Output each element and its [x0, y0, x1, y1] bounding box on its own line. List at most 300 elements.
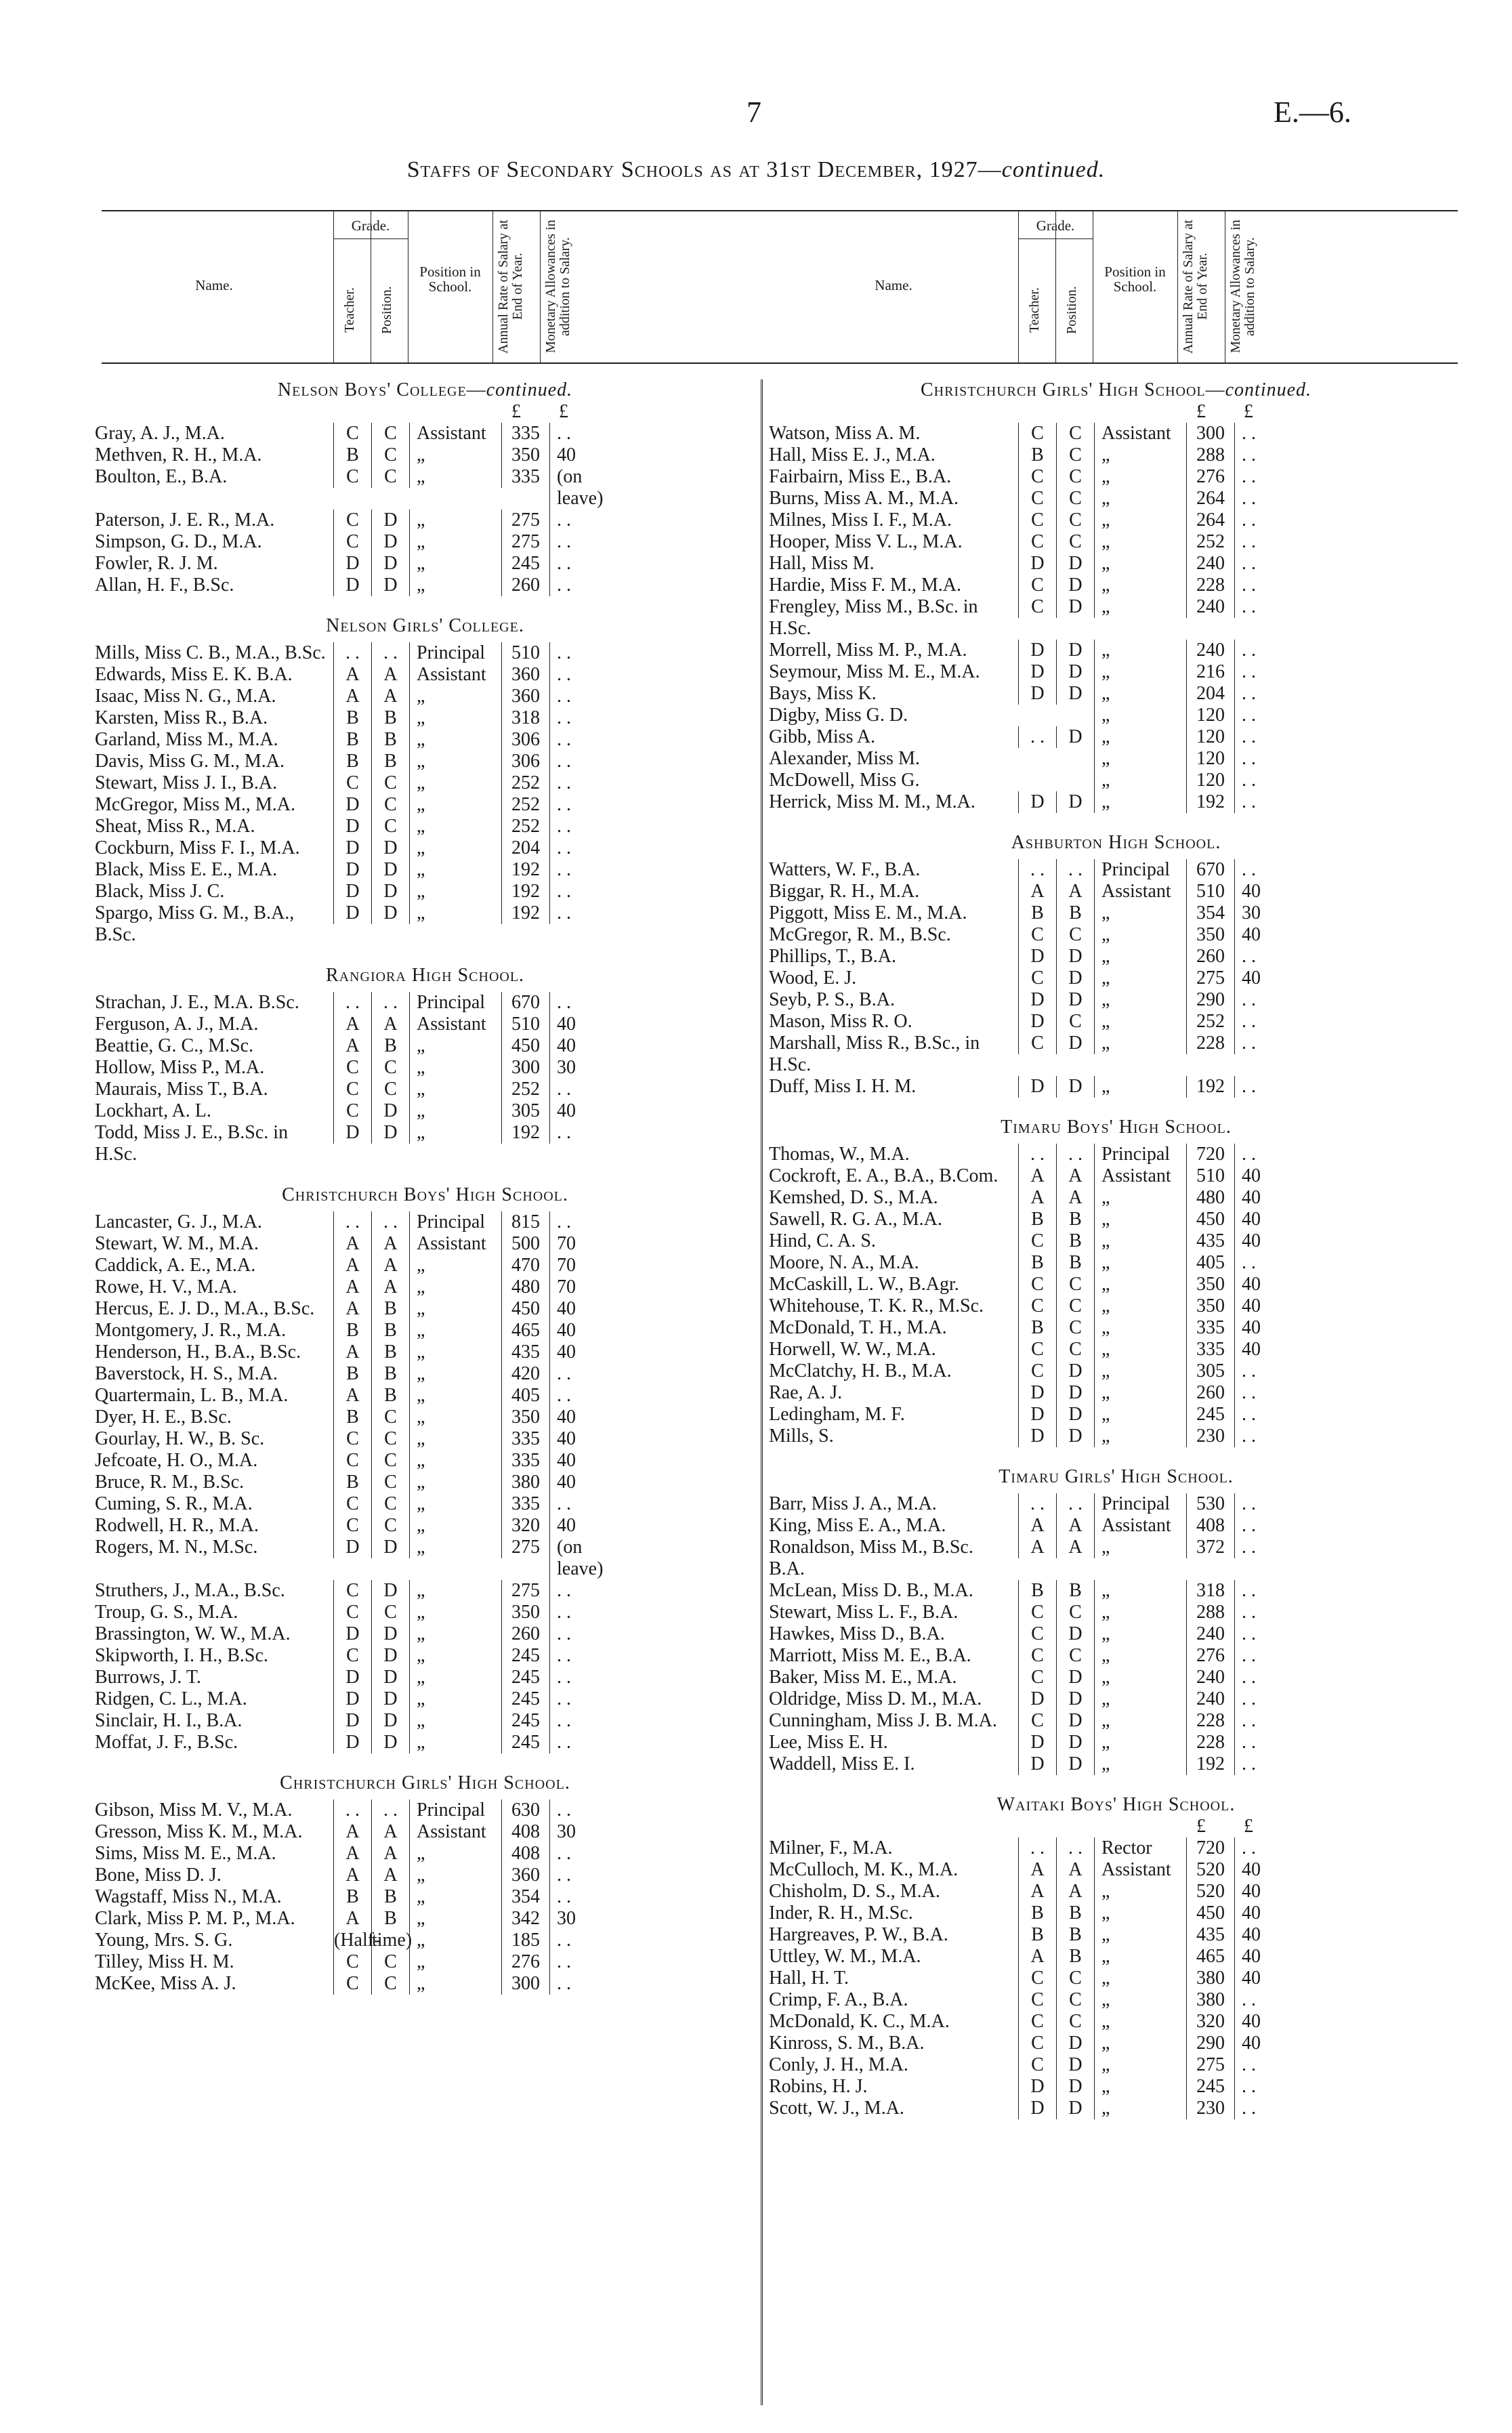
table-row: [769, 859, 1463, 881]
teacher-grade: C: [333, 1450, 371, 1472]
salary: 350: [1186, 1295, 1234, 1317]
position-grade: D: [371, 859, 409, 881]
teacher-grade: A: [333, 1865, 371, 1886]
teacher-grade: B: [333, 751, 371, 772]
position-grade: C: [371, 1428, 409, 1450]
school-position: „: [1094, 553, 1186, 575]
salary: 240: [1186, 553, 1234, 575]
staff-name: Gourlay, H. W., B. Sc.: [95, 1428, 265, 1449]
table-row: [95, 1057, 755, 1079]
staff-name: Clark, Miss P. M. P., M.A.: [95, 1908, 295, 1929]
school-position: „: [409, 531, 501, 553]
staff-name: Rae, A. J.: [769, 1382, 843, 1403]
position-grade: D: [1056, 596, 1094, 618]
position-grade: D: [371, 1667, 409, 1688]
salary: 228: [1186, 575, 1234, 596]
allowance: 40: [1234, 1295, 1289, 1317]
allowance: . .: [549, 837, 604, 859]
allowance: . .: [1234, 791, 1289, 813]
table-row: [95, 751, 755, 772]
table-row: [769, 1580, 1463, 1602]
table-row: [95, 1843, 755, 1865]
table-row: [769, 510, 1463, 531]
allowance: . .: [549, 510, 604, 531]
staff-name: Bays, Miss K.: [769, 683, 877, 704]
staff-name: Waddell, Miss E. I.: [769, 1753, 915, 1774]
teacher-grade: B: [1018, 1580, 1056, 1602]
school-position: „: [409, 881, 501, 902]
school-position: Assistant: [409, 1233, 501, 1255]
school-position: „: [1094, 510, 1186, 531]
teacher-grade: A: [333, 1014, 371, 1035]
table-row: [769, 946, 1463, 968]
staff-name: Karsten, Miss R., B.A.: [95, 707, 268, 728]
teacher-grade: A: [1018, 1187, 1056, 1209]
staff-name: Moore, N. A., M.A.: [769, 1252, 919, 1273]
staff-name: Uttley, W. M., M.A.: [769, 1946, 921, 1967]
salary: 245: [501, 1732, 549, 1753]
staff-name: Robins, H. J.: [769, 2076, 868, 2097]
salary: 630: [501, 1800, 549, 1821]
staff-name: Fairbairn, Miss E., B.A.: [769, 466, 952, 487]
staff-name: Gibson, Miss M. V., M.A.: [95, 1800, 293, 1821]
position-grade: D: [1056, 1033, 1094, 1054]
position-grade: C: [1056, 444, 1094, 466]
teacher-grade: C: [1018, 2033, 1056, 2054]
allowance: 40: [1234, 1859, 1289, 1881]
school-position: „: [409, 1342, 501, 1363]
section-title: [769, 1117, 1463, 1138]
position-grade: D: [371, 531, 409, 553]
school-position: „: [1094, 1317, 1186, 1339]
position-grade: A: [1056, 1537, 1094, 1558]
position-grade: C: [1056, 2011, 1094, 2033]
staff-name: Black, Miss J. C.: [95, 881, 225, 902]
staff-name: McDonald, T. H., M.A.: [769, 1317, 947, 1338]
table-row: [769, 1688, 1463, 1710]
teacher-grade: . .: [1018, 1837, 1056, 1859]
staff-name: Sinclair, H. I., B.A.: [95, 1710, 243, 1731]
salary: 260: [1186, 946, 1234, 968]
salary: 354: [1186, 902, 1234, 924]
school-position: „: [1094, 488, 1186, 510]
allowance: . .: [1234, 2054, 1289, 2076]
salary: 245: [1186, 2076, 1234, 2098]
allowance: . .: [549, 1973, 604, 1995]
allowance: 40: [549, 1320, 604, 1342]
school-position: „: [409, 1255, 501, 1276]
school-position: „: [1094, 946, 1186, 968]
allowance: . .: [549, 1122, 604, 1144]
salary: 335: [501, 1493, 549, 1515]
position-grade: B: [371, 1342, 409, 1363]
teacher-grade: B: [333, 1472, 371, 1493]
position-grade: . .: [371, 1211, 409, 1233]
position-grade: D: [371, 1580, 409, 1602]
staff-name: Ledingham, M. F.: [769, 1404, 905, 1425]
teacher-grade: A: [333, 1342, 371, 1363]
section-name: Ashburton High School.: [1011, 832, 1221, 853]
position-grade: B: [371, 1886, 409, 1908]
school-position: „: [409, 837, 501, 859]
staff-name: Henderson, H., B.A., B.Sc.: [95, 1342, 301, 1363]
position-grade: . .: [371, 992, 409, 1014]
position-grade: C: [1056, 510, 1094, 531]
allowance: . .: [549, 794, 604, 816]
teacher-grade: C: [1018, 1602, 1056, 1623]
staff-name: Milnes, Miss I. F., M.A.: [769, 510, 952, 531]
salary: 240: [1186, 640, 1234, 661]
allowance: 30: [549, 1908, 604, 1930]
teacher-grade: C: [333, 466, 371, 488]
staff-name: Marriott, Miss M. E., B.A.: [769, 1645, 971, 1666]
teacher-grade: B: [333, 1407, 371, 1428]
allowance: . .: [1234, 989, 1289, 1011]
staff-name: Stewart, Miss L. F., B.A.: [769, 1602, 959, 1623]
allowance: 40: [549, 1298, 604, 1320]
school-position: „: [409, 1908, 501, 1930]
school-position: „: [1094, 1580, 1186, 1602]
salary: 510: [501, 642, 549, 664]
school-position: „: [1094, 1187, 1186, 1209]
table-row: [769, 1274, 1463, 1295]
section-title: [769, 1794, 1463, 1816]
position-grade: A: [1056, 881, 1094, 902]
salary: 360: [501, 664, 549, 686]
teacher-grade: A: [1018, 881, 1056, 902]
allowance: . .: [1234, 748, 1289, 770]
salary: 275: [501, 531, 549, 553]
table-row: [769, 1230, 1463, 1252]
position-grade: time): [372, 1930, 413, 1951]
staff-name: Cuming, S. R., M.A.: [95, 1493, 253, 1514]
position-grade: A: [1056, 1187, 1094, 1209]
school-position: „: [1094, 661, 1186, 683]
position-grade: D: [371, 1537, 409, 1558]
allowance: . .: [1234, 661, 1289, 683]
salary: 240: [1186, 1623, 1234, 1645]
staff-name: Burns, Miss A. M., M.A.: [769, 488, 959, 509]
allowance: 40: [1234, 1274, 1289, 1295]
staff-name: Montgomery, J. R., M.A.: [95, 1320, 287, 1341]
allowance: 40: [549, 1428, 604, 1450]
school-position: „: [409, 729, 501, 751]
teacher-grade: . .: [333, 992, 371, 1014]
allowance: 40: [1234, 1187, 1289, 1209]
salary: 240: [1186, 1667, 1234, 1688]
teacher-grade: D: [1018, 989, 1056, 1011]
staff-name: Frengley, Miss M., B.Sc. in H.Sc.: [769, 596, 978, 639]
table-row: [95, 1472, 755, 1493]
salary: 720: [1186, 1144, 1234, 1165]
table-row: [769, 2011, 1463, 2033]
position-grade: D: [371, 881, 409, 902]
table-row: [769, 770, 1463, 791]
position-grade: B: [371, 1035, 409, 1057]
staff-name: Struthers, J., M.A., B.Sc.: [95, 1580, 285, 1601]
position-grade: D: [1056, 683, 1094, 705]
salary: 240: [1186, 1688, 1234, 1710]
allowance: . .: [1234, 1144, 1289, 1165]
school-position: „: [1094, 968, 1186, 989]
school-position: „: [1094, 1382, 1186, 1404]
table-row: [769, 531, 1463, 553]
table-row: [95, 1580, 755, 1602]
table-row: [95, 1298, 755, 1320]
school-position: „: [409, 1515, 501, 1537]
table-row: [769, 640, 1463, 661]
teacher-grade: D: [333, 837, 371, 859]
staff-name: Davis, Miss G. M., M.A.: [95, 751, 285, 772]
salary: 465: [1186, 1946, 1234, 1968]
table-row: [769, 1623, 1463, 1645]
title-cont: continued.: [1001, 157, 1106, 182]
allowance: . .: [549, 1580, 604, 1602]
salary: 192: [501, 881, 549, 902]
allowance: 40: [1234, 2011, 1289, 2033]
school-position: „: [409, 794, 501, 816]
allowance: 40: [549, 1342, 604, 1363]
allowance: . .: [1234, 1537, 1289, 1558]
staff-name: Alexander, Miss M.: [769, 748, 920, 769]
staff-name: Allan, H. F., B.Sc.: [95, 575, 234, 596]
teacher-grade: D: [333, 881, 371, 902]
table-row: [95, 1100, 755, 1122]
staff-name: Lockhart, A. L.: [95, 1100, 211, 1121]
table-row: [769, 705, 1463, 726]
teacher-grade: D: [1018, 946, 1056, 968]
staff-name: Isaac, Miss N. G., M.A.: [95, 686, 276, 707]
table-row: [769, 2076, 1463, 2098]
teacher-grade: D: [1018, 1688, 1056, 1710]
allowance: . .: [1234, 423, 1289, 444]
school-position: „: [409, 1407, 501, 1428]
school-position: Principal: [409, 642, 501, 664]
table-row: [769, 989, 1463, 1011]
allowance: . .: [1234, 1426, 1289, 1447]
school-position: „: [1094, 1404, 1186, 1426]
salary: 435: [501, 1342, 549, 1363]
salary: 520: [1186, 1881, 1234, 1902]
position-grade: . .: [371, 1800, 409, 1821]
salary: 335: [501, 466, 549, 488]
salary: 228: [1186, 1710, 1234, 1732]
teacher-grade: D: [1018, 553, 1056, 575]
table-row: [769, 1033, 1463, 1076]
table-row: [95, 1645, 755, 1667]
section-title: [95, 1184, 755, 1206]
teacher-grade: A: [333, 1035, 371, 1057]
teacher-grade: C: [333, 1602, 371, 1623]
school-position: Assistant: [409, 664, 501, 686]
staff-name: McKee, Miss A. J.: [95, 1973, 236, 1994]
allowance: 40: [1234, 1902, 1289, 1924]
allowance: . .: [549, 1363, 604, 1385]
allowance: . .: [1234, 1033, 1289, 1054]
position-grade: C: [371, 1407, 409, 1428]
staff-name: Strachan, J. E., M.A. B.Sc.: [95, 992, 299, 1013]
position-grade: B: [1056, 1209, 1094, 1230]
salary: 240: [1186, 596, 1234, 618]
section-title: [95, 379, 755, 401]
salary: 300: [501, 1973, 549, 1995]
staff-name: Seymour, Miss M. E., M.A.: [769, 661, 980, 682]
teacher-grade: B: [333, 1320, 371, 1342]
school-position: „: [1094, 1989, 1186, 2011]
allowance: . .: [549, 992, 604, 1014]
table-row: [769, 1382, 1463, 1404]
allowance: . .: [549, 1602, 604, 1623]
table-row: [769, 1902, 1463, 1924]
table-row: [95, 1710, 755, 1732]
teacher-grade: C: [1018, 2054, 1056, 2076]
staff-name: Young, Mrs. S. G.: [95, 1930, 233, 1951]
salary: 290: [1186, 2033, 1234, 2054]
table-row: [769, 2054, 1463, 2076]
salary: 408: [1186, 1515, 1234, 1537]
teacher-grade: D: [1018, 1404, 1056, 1426]
staff-name: Cockburn, Miss F. I., M.A.: [95, 837, 300, 858]
section-continued: continued.: [1225, 379, 1312, 400]
salary: 670: [1186, 859, 1234, 881]
school-position: Principal: [409, 992, 501, 1014]
school-position: „: [1094, 531, 1186, 553]
school-position: „: [409, 1363, 501, 1385]
teacher-grade: A: [333, 1385, 371, 1407]
school-position: „: [1094, 596, 1186, 618]
table-row: [95, 1385, 755, 1407]
currency-unit: £: [1196, 1816, 1206, 1837]
teacher-grade: B: [1018, 1317, 1056, 1339]
salary: 470: [501, 1255, 549, 1276]
staff-name: Inder, R. H., M.Sc.: [769, 1902, 913, 1923]
header-name: Name.: [195, 277, 233, 293]
header-teacher: Teacher.: [1027, 287, 1042, 333]
salary: 300: [501, 1057, 549, 1079]
allowance: . .: [1234, 444, 1289, 466]
school-position: „: [1094, 2054, 1186, 2076]
school-position: „: [1094, 1968, 1186, 1989]
staff-name: Ronaldson, Miss M., B.Sc. B.A.: [769, 1537, 973, 1579]
allowance: . .: [1234, 1667, 1289, 1688]
table-row: [95, 837, 755, 859]
salary: 275: [1186, 2054, 1234, 2076]
position-grade: . .: [371, 642, 409, 664]
staff-name: Lancaster, G. J., M.A.: [95, 1211, 262, 1232]
allowance: . .: [1234, 1710, 1289, 1732]
position-grade: C: [1056, 1295, 1094, 1317]
position-grade: D: [371, 1100, 409, 1122]
table-row: [95, 466, 755, 510]
school-position: „: [409, 1472, 501, 1493]
teacher-grade: C: [1018, 466, 1056, 488]
teacher-grade: C: [1018, 1360, 1056, 1382]
salary: 305: [1186, 1360, 1234, 1382]
salary: 480: [501, 1276, 549, 1298]
staff-name: Moffat, J. F., B.Sc.: [95, 1732, 238, 1753]
position-grade: C: [1056, 1968, 1094, 1989]
teacher-grade: . .: [1018, 726, 1056, 748]
section-title: [95, 615, 755, 637]
staff-name: Sheat, Miss R., M.A.: [95, 816, 255, 837]
salary: 252: [501, 794, 549, 816]
school-position: „: [1094, 902, 1186, 924]
teacher-grade: C: [333, 1973, 371, 1995]
school-position: „: [409, 686, 501, 707]
school-position: „: [1094, 989, 1186, 1011]
table-row: [769, 1881, 1463, 1902]
allowance: . .: [1234, 946, 1289, 968]
position-grade: B: [371, 1908, 409, 1930]
salary: 288: [1186, 444, 1234, 466]
staff-name: Barr, Miss J. A., M.A.: [769, 1493, 937, 1514]
allowance: . .: [549, 1886, 604, 1908]
salary: 720: [1186, 1837, 1234, 1859]
school-position: „: [409, 1298, 501, 1320]
teacher-grade: C: [1018, 1274, 1056, 1295]
teacher-grade: D: [333, 575, 371, 596]
staff-name: McLean, Miss D. B., M.A.: [769, 1580, 973, 1601]
school-position: „: [1094, 1881, 1186, 1902]
school-position: „: [1094, 1295, 1186, 1317]
allowance: 40: [1234, 1924, 1289, 1946]
teacher-grade: C: [333, 1057, 371, 1079]
section-title: [95, 965, 755, 986]
allowance: 30: [549, 1057, 604, 1079]
table-row: [95, 686, 755, 707]
table-row: [769, 423, 1463, 444]
school-position: Assistant: [1094, 1859, 1186, 1881]
position-grade: C: [371, 1602, 409, 1623]
teacher-grade: . .: [333, 1800, 371, 1821]
table-row: [95, 816, 755, 837]
currency-unit: £: [1244, 401, 1253, 422]
salary: 450: [501, 1298, 549, 1320]
school-position: „: [1094, 2076, 1186, 2098]
table-row: [95, 902, 755, 946]
position-grade: . .: [1056, 859, 1094, 881]
table-row: [769, 1924, 1463, 1946]
teacher-grade: D: [1018, 1076, 1056, 1098]
school-position: „: [1094, 1252, 1186, 1274]
staff-name: Chisholm, D. S., M.A.: [769, 1881, 940, 1902]
table-row: [769, 881, 1463, 902]
salary: 245: [501, 553, 549, 575]
school-position: „: [1094, 1924, 1186, 1946]
position-grade: C: [371, 444, 409, 466]
staff-name: Biggar, R. H., M.A.: [769, 881, 920, 902]
staff-name: Hercus, E. J. D., M.A., B.Sc.: [95, 1298, 315, 1319]
position-grade: C: [1056, 1339, 1094, 1360]
position-grade: D: [1056, 1076, 1094, 1098]
salary: 318: [1186, 1580, 1234, 1602]
teacher-grade: C: [1018, 1989, 1056, 2011]
school-position: „: [409, 1886, 501, 1908]
teacher-grade: C: [1018, 1667, 1056, 1688]
position-grade: C: [371, 1515, 409, 1537]
school-position: „: [1094, 683, 1186, 705]
teacher-grade: D: [1018, 1753, 1056, 1775]
staff-name: Stewart, W. M., M.A.: [95, 1233, 259, 1254]
allowance: . .: [1234, 2076, 1289, 2098]
allowance: . .: [1234, 575, 1289, 596]
position-grade: B: [371, 1385, 409, 1407]
salary: 306: [501, 751, 549, 772]
staff-name: Oldridge, Miss D. M., M.A.: [769, 1688, 982, 1709]
allowance: . .: [1234, 2098, 1289, 2119]
school-position: „: [409, 902, 501, 924]
allowance: . .: [1234, 553, 1289, 575]
